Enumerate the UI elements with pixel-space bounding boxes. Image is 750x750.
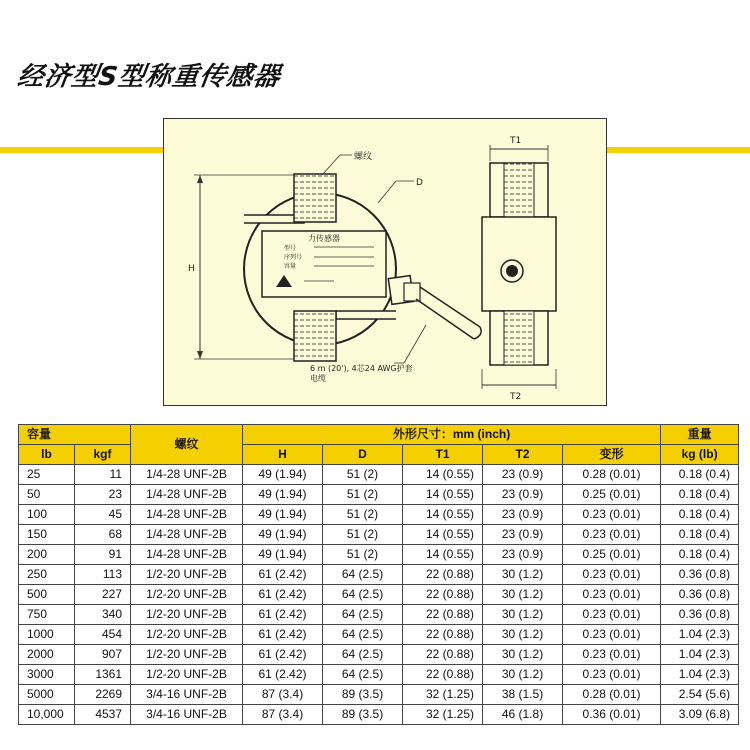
table-row [19, 545, 739, 565]
table-row [19, 625, 739, 645]
cell-deform: 0.23 (0.01) [563, 505, 661, 525]
cell-t2: 38 (1.5) [483, 685, 563, 705]
cell-h: 87 (3.4) [243, 705, 323, 725]
cell-weight: 1.04 (2.3) [661, 665, 739, 685]
plate-capacity: 容量 [284, 263, 297, 270]
cell-d: 89 (3.5) [323, 705, 403, 725]
cell-d: 64 (2.5) [323, 585, 403, 605]
cell-t2: 23 (0.9) [483, 505, 563, 525]
cell-t2: 30 (1.2) [483, 645, 563, 665]
cell-t1: 14 (0.55) [403, 505, 483, 525]
cable-label-2: 电缆 [310, 374, 326, 383]
cell-t2: 30 (1.2) [483, 625, 563, 645]
cell-lb: 200 [19, 545, 75, 565]
col-d: D [323, 445, 403, 465]
cell-t1: 22 (0.88) [403, 585, 483, 605]
cell-deform: 0.23 (0.01) [563, 665, 661, 685]
cell-lb: 10,000 [19, 705, 75, 725]
cell-thread: 1/2-20 UNF-2B [131, 625, 243, 645]
d-label: D [416, 178, 423, 188]
cell-thread: 1/4-28 UNF-2B [131, 545, 243, 565]
cell-deform: 0.23 (0.01) [563, 645, 661, 665]
cell-weight: 0.36 (0.8) [661, 585, 739, 605]
cell-h: 49 (1.94) [243, 545, 323, 565]
cell-t2: 30 (1.2) [483, 585, 563, 605]
cell-d: 51 (2) [323, 545, 403, 565]
spec-table-wrap [18, 424, 738, 725]
cell-deform: 0.25 (0.01) [563, 545, 661, 565]
cell-t2: 46 (1.8) [483, 705, 563, 725]
cell-t1: 14 (0.55) [403, 485, 483, 505]
cell-t1: 14 (0.55) [403, 545, 483, 565]
cell-t2: 23 (0.9) [483, 525, 563, 545]
col-t2: T2 [483, 445, 563, 465]
cell-t2: 30 (1.2) [483, 665, 563, 685]
cell-kgf: 227 [75, 585, 131, 605]
cell-kgf: 454 [75, 625, 131, 645]
cell-kgf: 2269 [75, 685, 131, 705]
cell-d: 64 (2.5) [323, 625, 403, 645]
cell-thread: 3/4-16 UNF-2B [131, 705, 243, 725]
plate-model: 型号 [284, 245, 297, 252]
table-row [19, 605, 739, 625]
cell-kgf: 23 [75, 485, 131, 505]
cell-d: 51 (2) [323, 525, 403, 545]
cell-lb: 500 [19, 585, 75, 605]
cell-weight: 0.36 (0.8) [661, 605, 739, 625]
cell-t1: 22 (0.88) [403, 605, 483, 625]
front-view [194, 155, 481, 363]
cell-weight: 2.54 (5.6) [661, 685, 739, 705]
cell-deform: 0.28 (0.01) [563, 685, 661, 705]
cell-t1: 14 (0.55) [403, 525, 483, 545]
cell-kgf: 68 [75, 525, 131, 545]
yellow-band-right [607, 147, 750, 153]
table-row [19, 465, 739, 485]
cell-h: 61 (2.42) [243, 565, 323, 585]
cell-weight: 0.18 (0.4) [661, 505, 739, 525]
header-row-2 [19, 445, 739, 465]
plate-title: 力传感器 [308, 234, 340, 243]
col-h: H [243, 445, 323, 465]
cell-h: 61 (2.42) [243, 625, 323, 645]
cell-t2: 30 (1.2) [483, 565, 563, 585]
cell-weight: 0.18 (0.4) [661, 545, 739, 565]
table-row [19, 585, 739, 605]
col-lb: lb [19, 445, 75, 465]
cell-thread: 1/2-20 UNF-2B [131, 665, 243, 685]
cell-kgf: 340 [75, 605, 131, 625]
drawing-svg [164, 119, 608, 407]
cell-weight: 0.18 (0.4) [661, 525, 739, 545]
cell-t1: 22 (0.88) [403, 645, 483, 665]
cell-h: 61 (2.42) [243, 645, 323, 665]
cell-deform: 0.36 (0.01) [563, 705, 661, 725]
cell-t1: 32 (1.25) [403, 705, 483, 725]
cell-weight: 0.18 (0.4) [661, 465, 739, 485]
cell-d: 51 (2) [323, 485, 403, 505]
col-t1: T1 [403, 445, 483, 465]
cell-deform: 0.23 (0.01) [563, 525, 661, 545]
cell-h: 49 (1.94) [243, 465, 323, 485]
col-dims: 外形尺寸：mm (inch) [243, 425, 661, 445]
cell-thread: 1/2-20 UNF-2B [131, 565, 243, 585]
h-label: H [188, 264, 195, 274]
table-row [19, 645, 739, 665]
cell-t1: 22 (0.88) [403, 625, 483, 645]
cell-kgf: 113 [75, 565, 131, 585]
cell-t1: 22 (0.88) [403, 565, 483, 585]
cell-deform: 0.25 (0.01) [563, 485, 661, 505]
cell-h: 49 (1.94) [243, 505, 323, 525]
cell-weight: 1.04 (2.3) [661, 625, 739, 645]
cell-t1: 14 (0.55) [403, 465, 483, 485]
cell-lb: 250 [19, 565, 75, 585]
cell-lb: 50 [19, 485, 75, 505]
table-row [19, 485, 739, 505]
cell-thread: 1/4-28 UNF-2B [131, 485, 243, 505]
cell-t2: 30 (1.2) [483, 605, 563, 625]
load-cell-drawing [163, 118, 607, 406]
cell-d: 64 (2.5) [323, 605, 403, 625]
cell-lb: 3000 [19, 665, 75, 685]
cell-h: 61 (2.42) [243, 585, 323, 605]
side-view [482, 145, 556, 389]
cell-weight: 0.36 (0.8) [661, 565, 739, 585]
spec-table [18, 424, 739, 725]
cell-thread: 1/2-20 UNF-2B [131, 645, 243, 665]
col-capacity: 容量 [19, 425, 131, 445]
cell-h: 61 (2.42) [243, 605, 323, 625]
table-row [19, 505, 739, 525]
cell-kgf: 4537 [75, 705, 131, 725]
col-weight: 重量 [661, 425, 739, 445]
cell-d: 51 (2) [323, 505, 403, 525]
yellow-band-left [0, 147, 163, 153]
cell-lb: 750 [19, 605, 75, 625]
cell-d: 64 (2.5) [323, 565, 403, 585]
table-row [19, 565, 739, 585]
cell-thread: 1/4-28 UNF-2B [131, 465, 243, 485]
col-deform: 变形 [563, 445, 661, 465]
table-row [19, 665, 739, 685]
cell-d: 51 (2) [323, 465, 403, 485]
t2-label: T2 [510, 392, 522, 402]
cell-t2: 23 (0.9) [483, 465, 563, 485]
cell-kgf: 91 [75, 545, 131, 565]
cell-t2: 23 (0.9) [483, 485, 563, 505]
col-kg: kg (lb) [661, 445, 739, 465]
cell-lb: 150 [19, 525, 75, 545]
cell-lb: 5000 [19, 685, 75, 705]
table-row [19, 525, 739, 545]
cell-lb: 1000 [19, 625, 75, 645]
plate-serial: 序列号 [284, 254, 303, 261]
table-row [19, 685, 739, 705]
cell-deform: 0.23 (0.01) [563, 625, 661, 645]
cell-thread: 3/4-16 UNF-2B [131, 685, 243, 705]
cell-deform: 0.23 (0.01) [563, 585, 661, 605]
cell-h: 49 (1.94) [243, 525, 323, 545]
cell-d: 89 (3.5) [323, 685, 403, 705]
cell-h: 61 (2.42) [243, 665, 323, 685]
cell-kgf: 45 [75, 505, 131, 525]
cable-label-1: 6 m (20'), 4芯24 AWG护套 [310, 364, 413, 373]
cell-d: 64 (2.5) [323, 645, 403, 665]
cell-thread: 1/2-20 UNF-2B [131, 585, 243, 605]
col-thread: 螺纹 [131, 425, 243, 465]
cell-kgf: 907 [75, 645, 131, 665]
cell-lb: 100 [19, 505, 75, 525]
cell-thread: 1/4-28 UNF-2B [131, 525, 243, 545]
spec-table-body [19, 465, 739, 725]
cell-weight: 3.09 (6.8) [661, 705, 739, 725]
cell-h: 87 (3.4) [243, 685, 323, 705]
cell-kgf: 11 [75, 465, 131, 485]
table-row [19, 705, 739, 725]
cell-deform: 0.23 (0.01) [563, 605, 661, 625]
cell-lb: 2000 [19, 645, 75, 665]
col-kgf: kgf [75, 445, 131, 465]
cell-thread: 1/4-28 UNF-2B [131, 505, 243, 525]
t1-label: T1 [510, 136, 522, 146]
cell-thread: 1/2-20 UNF-2B [131, 605, 243, 625]
cell-deform: 0.23 (0.01) [563, 565, 661, 585]
cell-lb: 25 [19, 465, 75, 485]
cell-weight: 0.18 (0.4) [661, 485, 739, 505]
cell-h: 49 (1.94) [243, 485, 323, 505]
page-title: 经济型S型称重传感器 [15, 62, 283, 92]
cell-t1: 32 (1.25) [403, 685, 483, 705]
cell-t2: 23 (0.9) [483, 545, 563, 565]
cell-kgf: 1361 [75, 665, 131, 685]
cell-deform: 0.28 (0.01) [563, 465, 661, 485]
cell-d: 64 (2.5) [323, 665, 403, 685]
thread-label: 螺纹 [354, 152, 373, 162]
header-row-1 [19, 425, 739, 445]
cell-weight: 1.04 (2.3) [661, 645, 739, 665]
cell-t1: 22 (0.88) [403, 665, 483, 685]
